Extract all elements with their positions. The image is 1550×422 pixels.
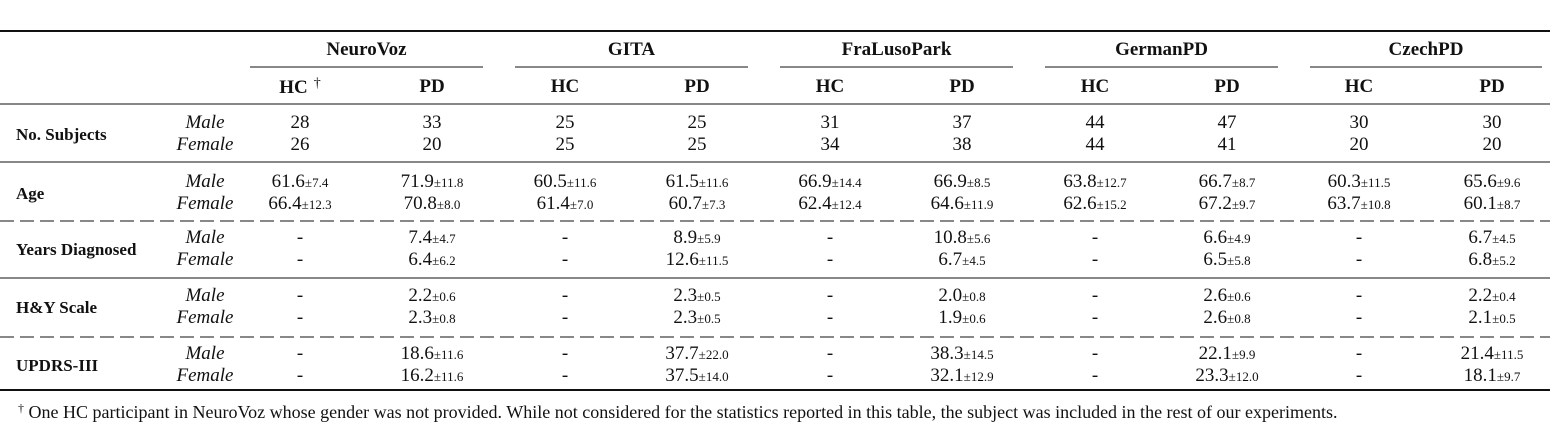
- cell-sd: ±0.6: [962, 311, 986, 326]
- table-cell: [1464, 172, 1521, 191]
- cell-sd: ±11.8: [433, 175, 464, 190]
- table-cell: [930, 366, 993, 385]
- cell-mean: 32.1: [930, 365, 964, 386]
- cell-sd: ±11.6: [433, 369, 464, 384]
- cell-mean: 2.2: [408, 285, 433, 306]
- cell-mean: 63.8: [1063, 171, 1097, 192]
- table-cell: [1092, 366, 1098, 385]
- table-cell: [1092, 308, 1098, 327]
- cell-mean: -: [296, 307, 304, 328]
- cell-mean: -: [561, 343, 569, 364]
- table-cell: [688, 113, 707, 132]
- cell-mean: 37: [952, 112, 972, 133]
- cell-sd: ±12.0: [1228, 369, 1259, 384]
- table-cell: [1464, 194, 1521, 213]
- cell-sd: ±10.8: [1360, 197, 1391, 212]
- cell-mean: -: [296, 227, 304, 248]
- cell-sd: ±12.7: [1096, 175, 1127, 190]
- cell-mean: 62.6: [1063, 193, 1097, 214]
- cell-sd: ±8.7: [1231, 175, 1256, 190]
- table-cell: [401, 344, 464, 363]
- cell-mean: 20: [1482, 134, 1502, 155]
- cell-mean: 34: [820, 134, 840, 155]
- cell-sd: ±0.4: [1492, 289, 1516, 304]
- table-cell: [1199, 344, 1256, 363]
- cell-mean: -: [1355, 307, 1363, 328]
- cell-sd: ±5.8: [1227, 253, 1251, 268]
- table-cell: [1468, 308, 1515, 327]
- cell-mean: -: [296, 285, 304, 306]
- table-cell: [297, 366, 303, 385]
- table-cell: [537, 194, 594, 213]
- table-cell: [297, 308, 303, 327]
- cell-mean: -: [1355, 285, 1363, 306]
- cell-mean: -: [296, 343, 304, 364]
- table-cell: [1086, 113, 1105, 132]
- hc-column-header: [1081, 77, 1110, 96]
- table-cell: [938, 308, 985, 327]
- cell-mean: 25: [555, 134, 575, 155]
- cell-mean: 60.3: [1327, 171, 1361, 192]
- cell-mean: 1.9: [938, 307, 963, 328]
- cell-mean: 7.4: [408, 227, 433, 248]
- cell-sd: ±5.9: [697, 231, 721, 246]
- cell-mean: -: [296, 365, 304, 386]
- table-cell: [821, 113, 840, 132]
- table-cell: [673, 286, 720, 305]
- cell-mean: -: [561, 365, 569, 386]
- table-cell: [1350, 135, 1369, 154]
- table-cell: [1483, 113, 1502, 132]
- cell-mean: -: [826, 307, 834, 328]
- cell-mean: -: [296, 249, 304, 270]
- table-cell: [408, 250, 455, 269]
- pd-column-header: PD: [949, 76, 975, 97]
- cell-sd: ±11.5: [1360, 175, 1391, 190]
- cell-sd: ±15.2: [1096, 197, 1127, 212]
- cell-mean: 61.4: [536, 193, 570, 214]
- table-cell: [821, 135, 840, 154]
- cell-sd: ±11.6: [433, 347, 464, 362]
- dataset-header: GermanPD: [1115, 39, 1208, 60]
- cell-mean: -: [1091, 285, 1099, 306]
- cell-sd: ±9.6: [1496, 175, 1521, 190]
- cell-mean: 60.7: [668, 193, 702, 214]
- cell-sd: ±4.9: [1227, 231, 1251, 246]
- cell-mean: 44: [1085, 134, 1105, 155]
- table-cell: [1195, 366, 1258, 385]
- table-cell: [297, 250, 303, 269]
- cell-mean: 23.3: [1195, 365, 1229, 386]
- table-cell: [669, 194, 726, 213]
- cell-mean: 37.7: [665, 343, 699, 364]
- cell-sd: ±7.4: [304, 175, 329, 190]
- cell-mean: 2.2: [1468, 285, 1493, 306]
- cell-mean: 10.8: [933, 227, 967, 248]
- cell-mean: -: [826, 365, 834, 386]
- table-cell: [1218, 113, 1237, 132]
- table-cell: [297, 344, 303, 363]
- cell-mean: 2.1: [1468, 307, 1493, 328]
- cell-sd: ±7.0: [569, 197, 594, 212]
- table-cell: [562, 250, 568, 269]
- gender-label: Female: [176, 193, 234, 214]
- table-cell: [827, 366, 833, 385]
- pd-column-header: PD: [684, 76, 710, 97]
- cell-mean: 60.5: [533, 171, 567, 192]
- cell-mean: 12.6: [665, 249, 699, 270]
- table-cell: [666, 250, 729, 269]
- cell-sd: ±0.5: [697, 311, 721, 326]
- table-cell: [1203, 250, 1250, 269]
- cell-mean: 8.9: [673, 227, 698, 248]
- table-cell: [1092, 228, 1098, 247]
- table-cell: [827, 344, 833, 363]
- pd-column-header: PD: [1479, 76, 1505, 97]
- cell-mean: -: [561, 285, 569, 306]
- cell-mean: 21.4: [1460, 343, 1494, 364]
- cell-sd: ±11.6: [698, 175, 729, 190]
- table-cell: [934, 172, 991, 191]
- table-cell: [673, 308, 720, 327]
- table-cell: [1356, 308, 1362, 327]
- cell-sd: ±4.7: [432, 231, 456, 246]
- table-cell: [401, 172, 464, 191]
- table-cell: [1092, 286, 1098, 305]
- cell-mean: 26: [290, 134, 310, 155]
- table-cell: [272, 172, 329, 191]
- table-cell: [556, 113, 575, 132]
- cell-mean: 37.5: [665, 365, 699, 386]
- gender-label: Male: [185, 171, 225, 192]
- cell-sd: ±11.6: [566, 175, 597, 190]
- cell-sd: ±14.5: [963, 347, 994, 362]
- table-cell: [1468, 286, 1515, 305]
- table-cell: [1203, 308, 1250, 327]
- cell-mean: -: [1355, 343, 1363, 364]
- cell-sd: ±0.8: [962, 289, 986, 304]
- table-cell: [1356, 366, 1362, 385]
- cell-mean: 6.7: [938, 249, 963, 270]
- gender-label: Female: [176, 249, 234, 270]
- table-cell: [665, 366, 728, 385]
- cell-sd: ±11.5: [1493, 347, 1524, 362]
- table-cell: [665, 344, 728, 363]
- cell-mean: -: [561, 249, 569, 270]
- cell-mean: 38.3: [930, 343, 964, 364]
- table-cell: [673, 228, 720, 247]
- table-cell: [404, 194, 461, 213]
- cell-mean: 2.3: [673, 285, 698, 306]
- table-cell: [562, 344, 568, 363]
- cell-sd: ±0.8: [432, 311, 456, 326]
- cell-mean: 20: [1349, 134, 1369, 155]
- table-cell: [562, 366, 568, 385]
- gender-label: Female: [176, 307, 234, 328]
- table-cell: [953, 113, 972, 132]
- table-cell: [291, 113, 310, 132]
- table-cell: [1461, 344, 1524, 363]
- table-cell: [931, 194, 994, 213]
- cell-mean: -: [1355, 365, 1363, 386]
- cell-mean: -: [826, 249, 834, 270]
- cell-mean: 66.9: [798, 171, 832, 192]
- cell-sd: ±5.6: [966, 231, 991, 246]
- cell-mean: -: [1091, 249, 1099, 270]
- gender-label: Male: [185, 227, 225, 248]
- hc-label: HC: [1344, 76, 1374, 97]
- cell-mean: -: [826, 285, 834, 306]
- footnote-text: One HC participant in NeuroVoz whose gender was not provided. While not considered for the statistics reported in this table, the subject was included in the rest of our experiments.: [28, 402, 1338, 422]
- cell-sd: ±12.4: [831, 197, 862, 212]
- cell-mean: 18.1: [1463, 365, 1497, 386]
- cell-mean: -: [1091, 307, 1099, 328]
- cell-mean: 2.0: [938, 285, 963, 306]
- cell-mean: 61.6: [271, 171, 305, 192]
- table-cell: [1356, 228, 1362, 247]
- table-cell: [1086, 135, 1105, 154]
- table-cell: [408, 286, 455, 305]
- table-cell: [1468, 250, 1515, 269]
- cell-sd: ±0.5: [697, 289, 721, 304]
- cell-mean: 25: [687, 134, 707, 155]
- cell-mean: -: [1091, 343, 1099, 364]
- gender-label: Male: [185, 112, 225, 133]
- cell-mean: 64.6: [930, 193, 964, 214]
- table-cell: [423, 113, 442, 132]
- cell-sd: ±8.0: [436, 197, 461, 212]
- hc-column-header: [279, 77, 321, 97]
- cell-sd: ±22.0: [698, 347, 729, 362]
- table-cell: [1356, 286, 1362, 305]
- cell-sd: ±8.7: [1496, 197, 1521, 212]
- table-cell: [562, 228, 568, 247]
- cell-mean: 30: [1482, 112, 1502, 133]
- hc-column-header: [816, 77, 845, 96]
- gender-label: Male: [185, 285, 225, 306]
- table-cell: [798, 194, 861, 213]
- table-cell: [1483, 135, 1502, 154]
- cell-mean: 70.8: [403, 193, 437, 214]
- table-cell: [1356, 250, 1362, 269]
- table-cell: [268, 194, 331, 213]
- cell-sd: ±14.4: [831, 175, 862, 190]
- cell-mean: -: [1091, 227, 1099, 248]
- cell-mean: 38: [952, 134, 972, 155]
- cell-mean: 6.8: [1468, 249, 1493, 270]
- table-cell: [1356, 344, 1362, 363]
- cell-sd: ±11.5: [698, 253, 729, 268]
- gender-label: Male: [185, 343, 225, 364]
- dataset-header: CzechPD: [1388, 39, 1464, 60]
- table-cell: [1350, 113, 1369, 132]
- table-cell: [1092, 250, 1098, 269]
- hc-label: HC: [550, 76, 580, 97]
- table-cell: [798, 172, 861, 191]
- cell-mean: 18.6: [400, 343, 434, 364]
- cell-mean: 31: [820, 112, 840, 133]
- cell-mean: -: [826, 227, 834, 248]
- cell-mean: 25: [555, 112, 575, 133]
- cell-sd: ±4.5: [962, 253, 986, 268]
- table-cell: [1063, 172, 1126, 191]
- cell-mean: 6.6: [1203, 227, 1228, 248]
- cell-sd: ±12.3: [301, 197, 332, 212]
- cell-mean: 25: [687, 112, 707, 133]
- table-cell: [556, 135, 575, 154]
- cell-sd: ±8.5: [966, 175, 991, 190]
- section-label: Age: [16, 184, 45, 203]
- cell-mean: 41: [1217, 134, 1237, 155]
- table-cell: [934, 228, 991, 247]
- table-cell: [423, 135, 442, 154]
- cell-sd: ±12.9: [963, 369, 994, 384]
- cell-sd: ±0.8: [1227, 311, 1251, 326]
- cell-mean: -: [1355, 227, 1363, 248]
- cell-mean: 2.3: [408, 307, 433, 328]
- table-cell: [1464, 366, 1521, 385]
- cell-mean: 60.1: [1463, 193, 1497, 214]
- dataset-header: GITA: [607, 39, 656, 60]
- cell-mean: -: [561, 307, 569, 328]
- cell-sd: ±0.5: [1492, 311, 1516, 326]
- table-cell: [1203, 286, 1250, 305]
- section-label: Years Diagnosed: [16, 240, 137, 259]
- cell-mean: 2.6: [1203, 285, 1228, 306]
- table-cell: [688, 135, 707, 154]
- table-cell: [666, 172, 729, 191]
- footnote-mark: †: [18, 401, 24, 415]
- table-footnote: [18, 402, 1338, 421]
- cell-mean: 65.6: [1463, 171, 1497, 192]
- gender-label: Female: [176, 134, 234, 155]
- cell-mean: 62.4: [798, 193, 832, 214]
- table-cell: [1203, 228, 1250, 247]
- table-cell: [297, 228, 303, 247]
- cell-mean: 16.2: [400, 365, 434, 386]
- table-cell: [1063, 194, 1126, 213]
- cell-mean: 44: [1085, 112, 1105, 133]
- cell-mean: 6.7: [1468, 227, 1493, 248]
- section-label: UPDRS-III: [16, 356, 99, 375]
- cell-mean: 2.3: [673, 307, 698, 328]
- table-cell: [827, 308, 833, 327]
- table-cell: [953, 135, 972, 154]
- cell-sd: ±7.3: [701, 197, 726, 212]
- section-label: No. Subjects: [16, 125, 107, 144]
- cell-sd: ±5.2: [1492, 253, 1516, 268]
- cell-mean: 63.7: [1327, 193, 1361, 214]
- cell-sd: ±0.6: [1227, 289, 1251, 304]
- table-cell: [827, 250, 833, 269]
- gender-label: Female: [176, 365, 234, 386]
- hc-label: HC: [1080, 76, 1110, 97]
- dagger-mark: †: [313, 76, 321, 91]
- table-cell: [1468, 228, 1515, 247]
- hc-column-header: [1345, 77, 1374, 96]
- table-cell: [401, 366, 464, 385]
- table-cell: [1199, 172, 1256, 191]
- table-cell: [1328, 172, 1391, 191]
- cell-mean: 47: [1217, 112, 1237, 133]
- hc-column-header: [551, 77, 580, 96]
- cell-mean: -: [561, 227, 569, 248]
- table-cell: [297, 286, 303, 305]
- table-cell: [291, 135, 310, 154]
- cell-sd: ±0.6: [432, 289, 456, 304]
- hc-label: HC: [815, 76, 845, 97]
- cell-mean: 6.5: [1203, 249, 1228, 270]
- section-label: H&Y Scale: [16, 298, 98, 317]
- cell-sd: ±4.5: [1492, 231, 1516, 246]
- table-cell: [827, 228, 833, 247]
- cell-mean: 67.2: [1198, 193, 1232, 214]
- cell-mean: 66.9: [933, 171, 967, 192]
- cell-mean: 28: [290, 112, 310, 133]
- cell-mean: -: [826, 343, 834, 364]
- dataset-header: FraLusoPark: [841, 39, 952, 60]
- cell-mean: 6.4: [408, 249, 433, 270]
- cell-mean: 2.6: [1203, 307, 1228, 328]
- cell-mean: 71.9: [400, 171, 434, 192]
- table-cell: [1199, 194, 1256, 213]
- cell-mean: 33: [422, 112, 442, 133]
- cell-sd: ±9.9: [1231, 347, 1256, 362]
- table-cell: [827, 286, 833, 305]
- table-cell: [930, 344, 993, 363]
- table-cell: [534, 172, 597, 191]
- cell-mean: 22.1: [1198, 343, 1232, 364]
- table-cell: [938, 286, 985, 305]
- cell-mean: -: [1355, 249, 1363, 270]
- cell-sd: ±6.2: [432, 253, 456, 268]
- cell-sd: ±14.0: [698, 369, 729, 384]
- table-cell: [408, 228, 455, 247]
- cell-mean: 30: [1349, 112, 1369, 133]
- cell-mean: -: [1091, 365, 1099, 386]
- hc-label: HC: [279, 77, 308, 98]
- table-cell: [408, 308, 455, 327]
- cell-sd: ±9.7: [1231, 197, 1256, 212]
- table-cell: [1327, 194, 1390, 213]
- table-cell: [1218, 135, 1237, 154]
- table-cell: [562, 286, 568, 305]
- cell-mean: 66.7: [1198, 171, 1232, 192]
- table-cell: [1092, 344, 1098, 363]
- cell-mean: 61.5: [665, 171, 699, 192]
- cell-sd: ±11.9: [963, 197, 994, 212]
- cell-mean: 20: [422, 134, 442, 155]
- cell-sd: ±9.7: [1496, 369, 1521, 384]
- dataset-header: NeuroVoz: [326, 39, 407, 60]
- table-cell: [562, 308, 568, 327]
- pd-column-header: PD: [419, 76, 445, 97]
- cell-mean: 66.4: [268, 193, 302, 214]
- pd-column-header: PD: [1214, 76, 1240, 97]
- table-cell: [938, 250, 985, 269]
